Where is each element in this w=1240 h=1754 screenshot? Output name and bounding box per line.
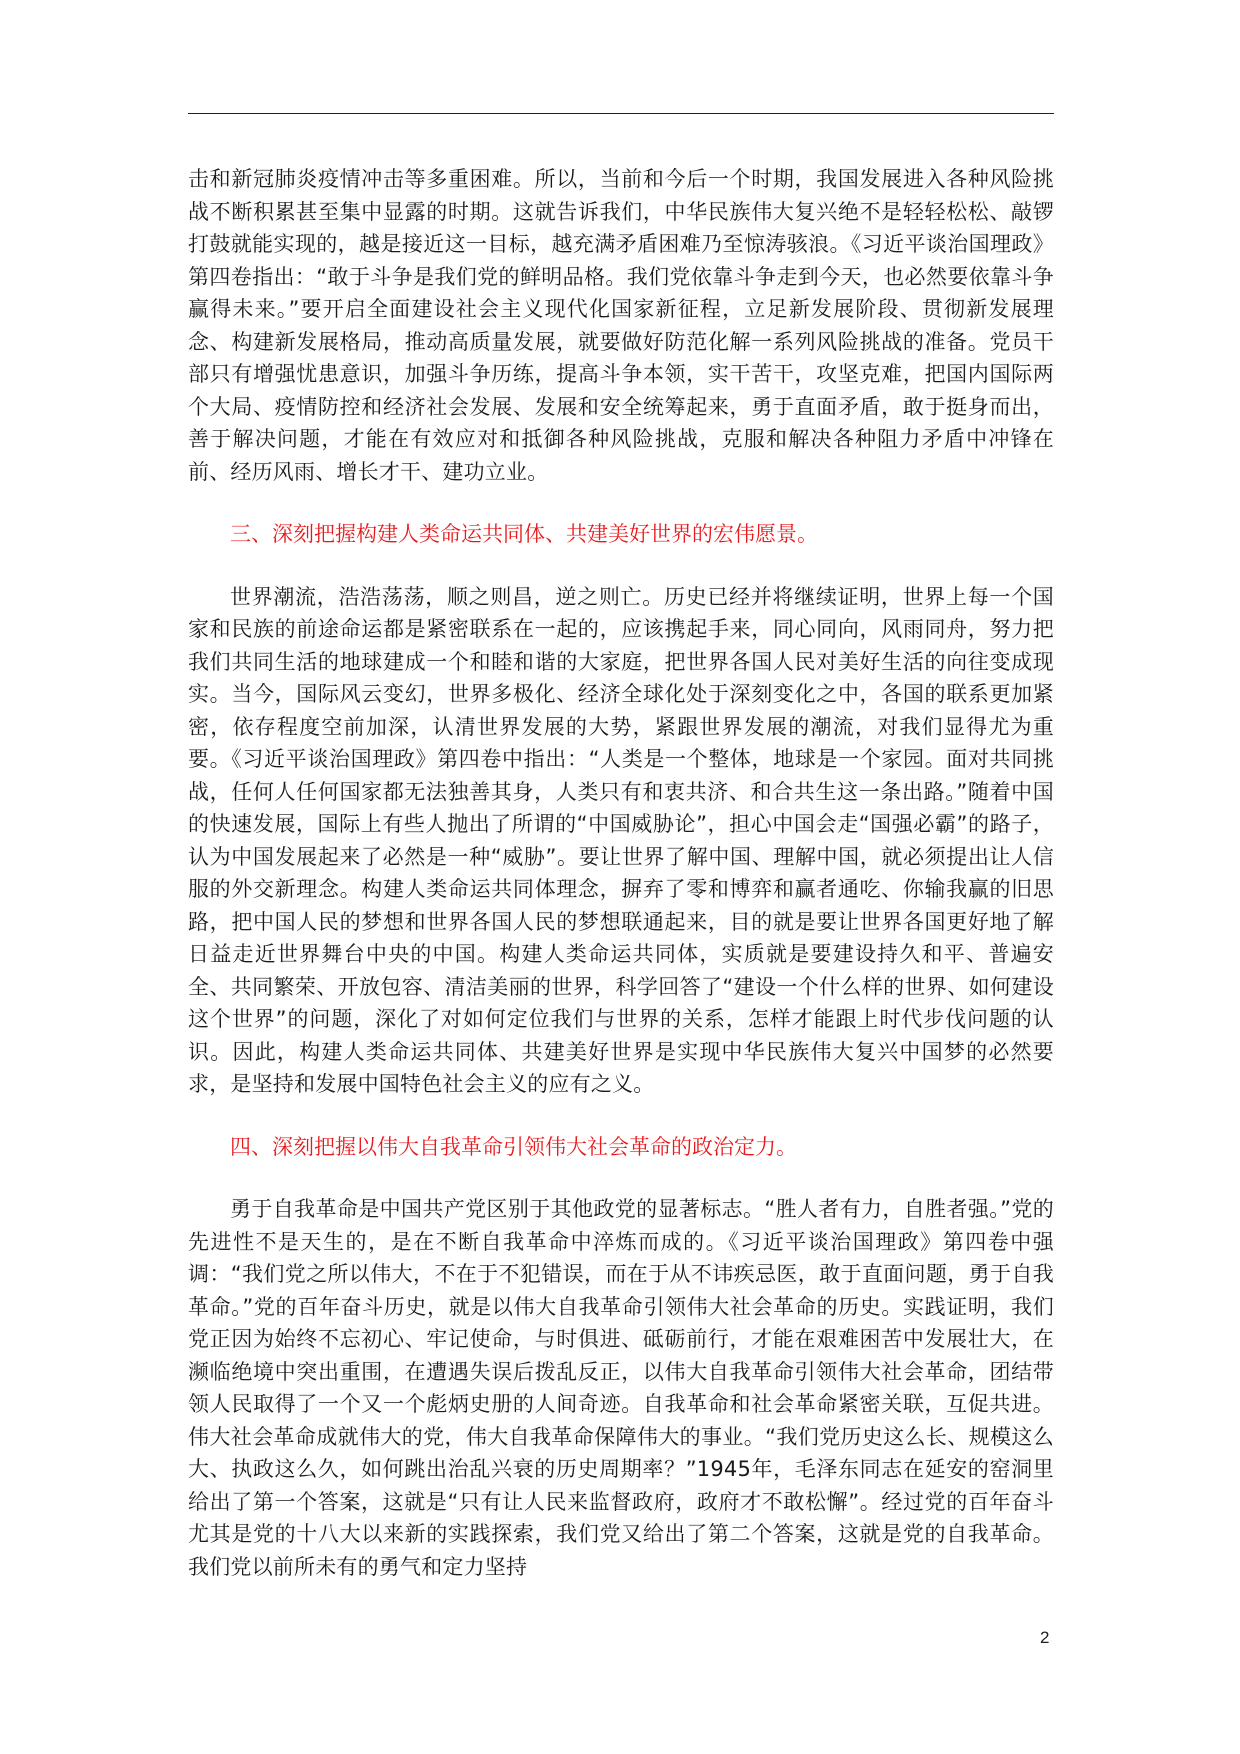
section-heading-3: 三、深刻把握构建人类命运共同体、共建美好世界的宏伟愿景。 xyxy=(230,522,818,546)
paragraph-section-3: 世界潮流，浩浩荡荡，顺之则昌，逆之则亡。历史已经并将继续证明，世界上每一个国家和民族的前途命运都是紧密联系在一起的，应该携起手来，同心同向，风雨同舟，努力把我们共同生活的地球建成一个和睦和谐的大家庭，把世界各国人民对美好生活的向往变成现实。当今，国际风云变幻，世界多极化、经济全球化处于深刻变化之中，各国的联系更加紧密，依存程度空前加深，认清世界发展的大势，紧跟世界发展的潮流，对我们显得尤为重要。《习近平谈治国理政》第四卷中指出：“人类是一个整体，地球是一个家园。面对共同挑战，任何人任何国家都无法独善其身，人类只有和衷共济、和合共生这一条出路。”随着中国的快速发展，国际上有些人抛出了所谓的“中国威胁论”，担心中国会走“国强必霸”的路子，认为中国发展起来了必然是一种“威胁”。要让世界了解中国、理解中国，就必须提出让人信服的外交新理念。构建人类命运共同体理念，摒弃了零和博弈和赢者通吃、你输我赢的旧思路，把中国人民的梦想和世界各国人民的梦想联通起来，目的就是要让世界各国更好地了解日益走近世界舞台中央的中国。构建人类命运共同体，实质就是要建设持久和平、普遍安全、共同繁荣、开放包容、清洁美丽的世界，科学回答了“建设一个什么样的世界、如何建设这个世界”的问题，深化了对如何定位我们与世界的关系，怎样才能跟上时代步伐问题的认识。因此，构建人类命运共同体、共建美好世界是实现中华民族伟大复兴中国梦的必然要求，是坚持和发展中国特色社会主义的应有之义。 xyxy=(188,584,1054,1096)
paragraph-continued: 击和新冠肺炎疫情冲击等多重困难。所以，当前和今后一个时期，我国发展进入各种风险挑战不断积累甚至集中显露的时期。这就告诉我们，中华民族伟大复兴绝不是轻轻松松、敲锣打鼓就能实现的，越是接近这一目标，越充满矛盾困难乃至惊涛骇浪。《习近平谈治国理政》第四卷指出：“敢于斗争是我们党的鲜明品格。我们党依靠斗争走到今天，也必然要依靠斗争赢得未来。”要开启全面建设社会主义现代化国家新征程，立足新发展阶段、贯彻新发展理念、构建新发展格局，推动高质量发展，就要做好防范化解一系列风险挑战的准备。党员干部只有增强忧患意识，加强斗争历练，提高斗争本领，实干苦干，攻坚克难，把国内国际两个大局、疫情防控和经济社会发展、发展和安全统筹起来，勇于直面矛盾，敢于挺身而出，善于解决问题，才能在有效应对和抵御各种风险挑战，克服和解决各种阻力矛盾中冲锋在前、经历风雨、增长才干、建功立业。 xyxy=(188,167,1054,484)
header-rule xyxy=(188,113,1054,114)
page-number: 2 xyxy=(1040,1628,1050,1647)
document-body xyxy=(188,163,1054,1583)
paragraph-section-4: 勇于自我革命是中国共产党区别于其他政党的显著标志。“胜人者有力，自胜者强。”党的先进性不是天生的，是在不断自我革命中淬炼而成的。《习近平谈治国理政》第四卷中强调：“我们党之所以伟大，不在于不犯错误，而在于从不讳疾忌医，敢于直面问题，勇于自我革命。”党的百年奋斗历史，就是以伟大自我革命引领伟大社会革命的历史。实践证明，我们党正因为始终不忘初心、牢记使命，与时俱进、砥砺前行，才能在艰难困苦中发展壮大，在濒临绝境中突出重围，在遭遇失误后拨乱反正，以伟大自我革命引领伟大社会革命，团结带领人民取得了一个又一个彪炳史册的人间奇迹。自我革命和社会革命紧密关联，互促共进。伟大社会革命成就伟大的党，伟大自我革命保障伟大的事业。“我们党历史这么长、规模这么大、执政这么久，如何跳出治乱兴衰的历史周期率？”1945年，毛泽东同志在延安的窑洞里给出了第一个答案，这就是“只有让人民来监督政府，政府才不敢松懈”。经过党的百年奋斗尤其是党的十八大以来新的实践探索，我们党又给出了第二个答案，这就是党的自我革命。我们党以前所未有的勇气和定力坚持 xyxy=(188,1197,1054,1579)
section-heading-4: 四、深刻把握以伟大自我革命引领伟大社会革命的政治定力。 xyxy=(230,1134,797,1159)
